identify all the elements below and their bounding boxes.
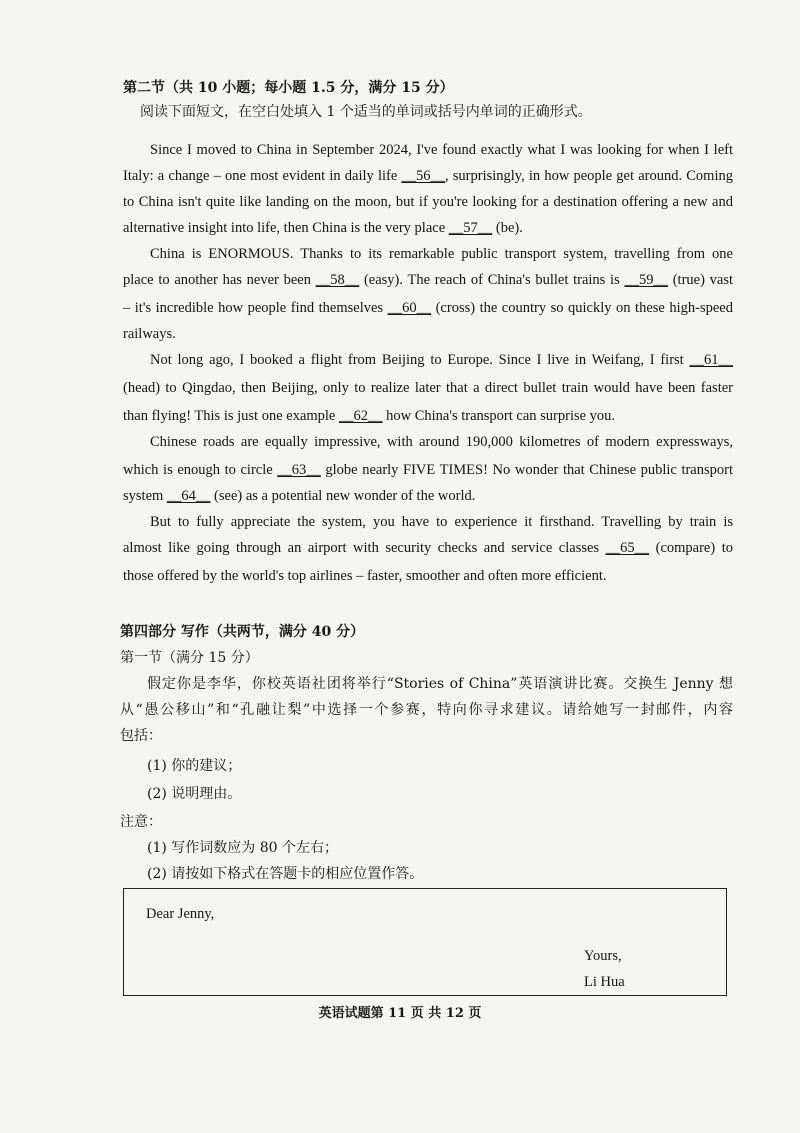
p1-line2: Italy: a change – one most evident in daily life __56__, surprisingly, in how people get around. Coming [123, 168, 733, 184]
content-item-1: (1) 你的建议； [147, 758, 242, 774]
p2-line3: – it's incredible how people find themselves __60__ (cross) the country so quickly on these high-speed [123, 300, 733, 316]
p2-line4: railways. [123, 326, 176, 342]
part4-section1: 第一节（满分 15 分） [120, 650, 259, 666]
p4-line2: which is enough to circle __63__ globe nearly FIVE TIMES! No wonder that Chinese public transport [123, 462, 733, 478]
prompt-line2: 从“愚公移山”和“孔融让梨”中选择一个参赛，特向你寻求建议。请给她写一封邮件，内容 [120, 702, 733, 718]
letter-greeting: Dear Jenny, [146, 906, 215, 922]
blank-64[interactable]: __64__ [166, 488, 211, 504]
page-footer: 英语试题第 11 页 共 12 页 [318, 1006, 482, 1021]
prompt-line1: 假定你是李华，你校英语社团将举行“Stories of China”英语演讲比赛。交换生 Jenny 想 [147, 676, 733, 692]
letter-signature: Li Hua [584, 974, 625, 990]
blank-59[interactable]: __59__ [624, 272, 668, 288]
note-label: 注意： [120, 814, 162, 830]
blank-57[interactable]: __57__ [448, 220, 493, 236]
p5-line3: those offered by the world's top airlines – faster, smoother and often more efficient. [123, 568, 607, 584]
blank-65[interactable]: __65__ [605, 540, 650, 556]
part4-title: 第四部分 写作（共两节，满分 40 分） [120, 624, 365, 640]
blank-56[interactable]: __56__ [401, 168, 445, 184]
p1-line4: alternative insight into life, then China is the very place __57__ (be). [123, 220, 523, 236]
blank-60[interactable]: __60__ [387, 300, 432, 316]
prompt-line3: 包括： [120, 728, 162, 744]
letter-closing: Yours, [584, 948, 622, 964]
p3-line2: (head) to Qingdao, then Beijing, only to realize later that a direct bullet train would have been faster [123, 380, 733, 396]
p1-line1: Since I moved to China in September 2024, I've found exactly what I was looking for when I left [150, 142, 733, 158]
p2-line1: China is ENORMOUS. Thanks to its remarkable public transport system, travelling from one [150, 246, 733, 262]
note-item-1: (1) 写作词数应为 80 个左右； [147, 840, 338, 856]
p3-line1: Not long ago, I booked a flight from Beijing to Europe. Since I live in Weifang, I first __61__ [150, 352, 733, 368]
p2-line2: place to another has never been __58__ (easy). The reach of China's bullet trains is __59__ (true) vast [123, 272, 734, 288]
p3-line3: than flying! This is just one example __62__ how China's transport can surprise you. [123, 408, 616, 424]
blank-62[interactable]: __62__ [339, 408, 383, 424]
content-item-2: (2) 说明理由。 [147, 786, 242, 802]
note-item-2: (2) 请按如下格式在答题卡的相应位置作答。 [147, 866, 424, 882]
p4-line1: Chinese roads are equally impressive, with around 190,000 kilometres of modern expressways, [150, 434, 733, 450]
p5-line1: But to fully appreciate the system, you have to experience it firsthand. Travelling by train is [150, 514, 733, 530]
blank-58[interactable]: __58__ [315, 272, 360, 288]
p4-line3: system __64__ (see) as a potential new wonder of the world. [123, 488, 476, 504]
p5-line2: almost like going through an airport with security checks and service classes __65__ (compare) to [123, 540, 733, 556]
blank-61[interactable]: __61__ [689, 352, 733, 368]
p1-line3: to China isn't quite like landing on the moon, but if you're looking for a destination offering a new and [123, 194, 733, 210]
section2-title: 第二节（共 10 小题；每小题 1.5 分，满分 15 分） [123, 80, 454, 96]
section2-instruction: 阅读下面短文，在空白处填入 1 个适当的单词或括号内单词的正确形式。 [140, 104, 592, 120]
blank-63[interactable]: __63__ [277, 462, 321, 478]
